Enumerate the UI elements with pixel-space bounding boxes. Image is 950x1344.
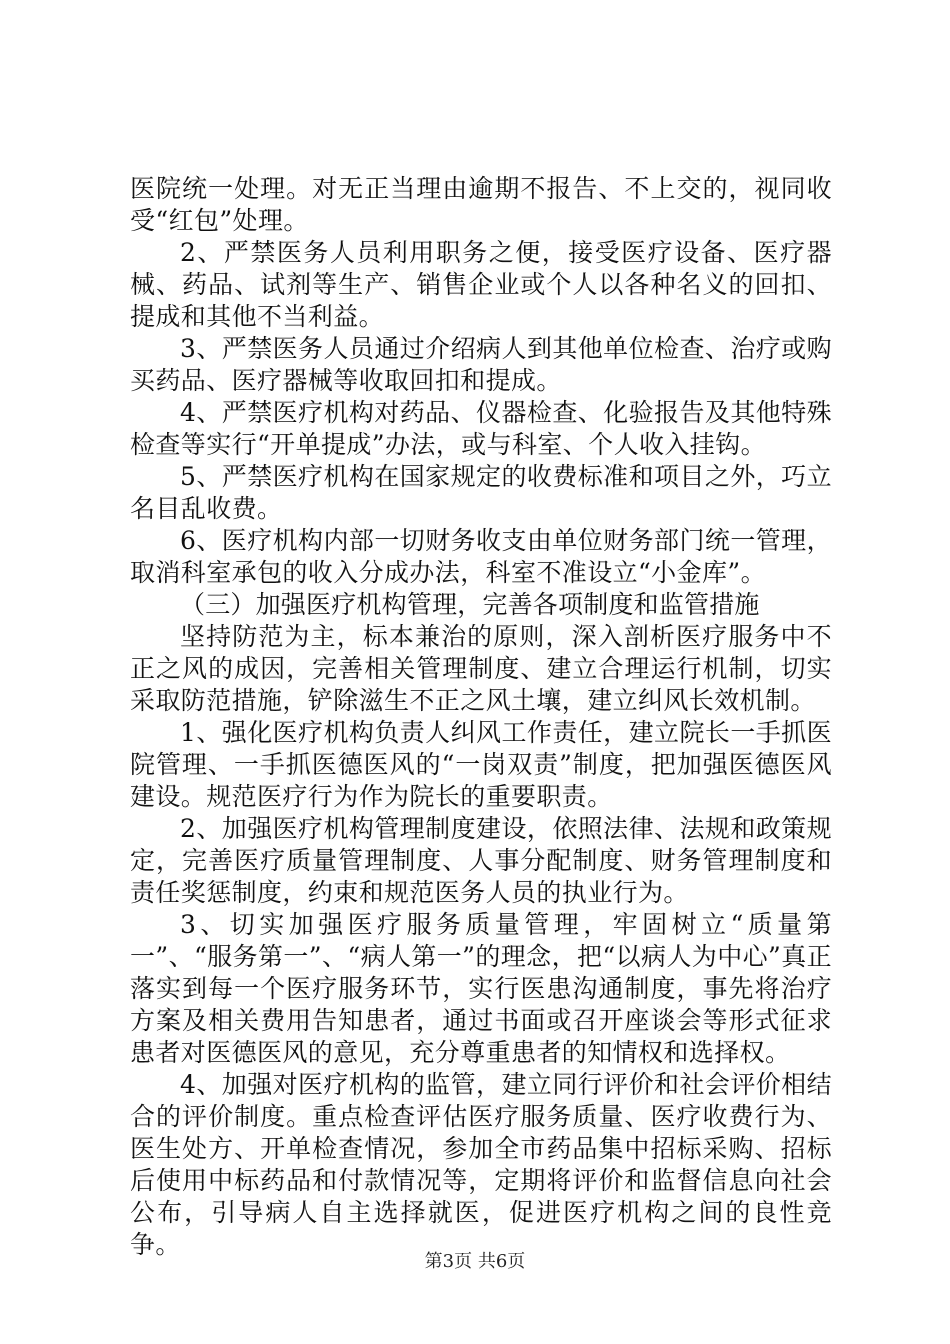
document-body bbox=[130, 173, 832, 1261]
paragraph-item-2: 2、严禁医务人员利用职务之便，接受医疗设备、医疗器械、药品、试剂等生产、销售企业或个人以各种名义的回扣、提成和其他不当利益。 bbox=[130, 238, 832, 331]
paragraph-item-4: 4、严禁医疗机构对药品、仪器检查、化验报告及其他特殊检查等实行“开单提成”办法，或与科室、个人收入挂钩。 bbox=[130, 398, 832, 459]
paragraph-item-5: 5、严禁医疗机构在国家规定的收费标准和项目之外，巧立名目乱收费。 bbox=[130, 462, 832, 523]
section-intro: 坚持防范为主，标本兼治的原则，深入剖析医疗服务中不正之风的成因，完善相关管理制度、建立合理运行机制，切实采取防范措施，铲除滋生不正之风土壤，建立纠风长效机制。 bbox=[130, 622, 832, 715]
section-heading: （三）加强医疗机构管理，完善各项制度和监管措施 bbox=[180, 590, 760, 619]
paragraph-measure-4: 4、加强对医疗机构的监管，建立同行评价和社会评价相结合的评价制度。重点检查评估医疗服务质量、医疗收费行为、医生处方、开单检查情况，参加全市药品集中招标采购、招标后使用中标药品和付款情况等，定期将评价和监督信息向社会公布，引导病人自主选择就医，促进医疗机构之间的良性竞争。 bbox=[130, 1070, 832, 1259]
paragraph-measure-3: 3、切实加强医疗服务质量管理，牢固树立“质量第一”、“服务第一”、“病人第一”的理念，把“以病人为中心”真正落实到每一个医疗服务环节，实行医患沟通制度，事先将治疗方案及相关费用告知患者，通过书面或召开座谈会等形式征求患者对医德医风的意见，充分尊重患者的知情权和选择权。 bbox=[130, 910, 832, 1067]
paragraph-measure-2: 2、加强医疗机构管理制度建设，依照法律、法规和政策规定，完善医疗质量管理制度、人事分配制度、财务管理制度和责任奖惩制度，约束和规范医务人员的执业行为。 bbox=[130, 814, 832, 907]
paragraph-measure-1: 1、强化医疗机构负责人纠风工作责任，建立院长一手抓医院管理、一手抓医德医风的“一岗双责”制度，把加强医德医风建设。规范医疗行为作为院长的重要职责。 bbox=[130, 718, 832, 811]
paragraph-item-3: 3、严禁医务人员通过介绍病人到其他单位检查、治疗或购买药品、医疗器械等收取回扣和提成。 bbox=[130, 334, 832, 395]
paragraph-continuation: 医院统一处理。对无正当理由逾期不报告、不上交的，视同收受“红包”处理。 bbox=[130, 174, 832, 235]
paragraph-item-6: 6、医疗机构内部一切财务收支由单位财务部门统一管理，取消科室承包的收入分成办法，科室不准设立“小金库”。 bbox=[130, 526, 832, 587]
page-number: 第3页 共6页 bbox=[424, 1251, 526, 1272]
